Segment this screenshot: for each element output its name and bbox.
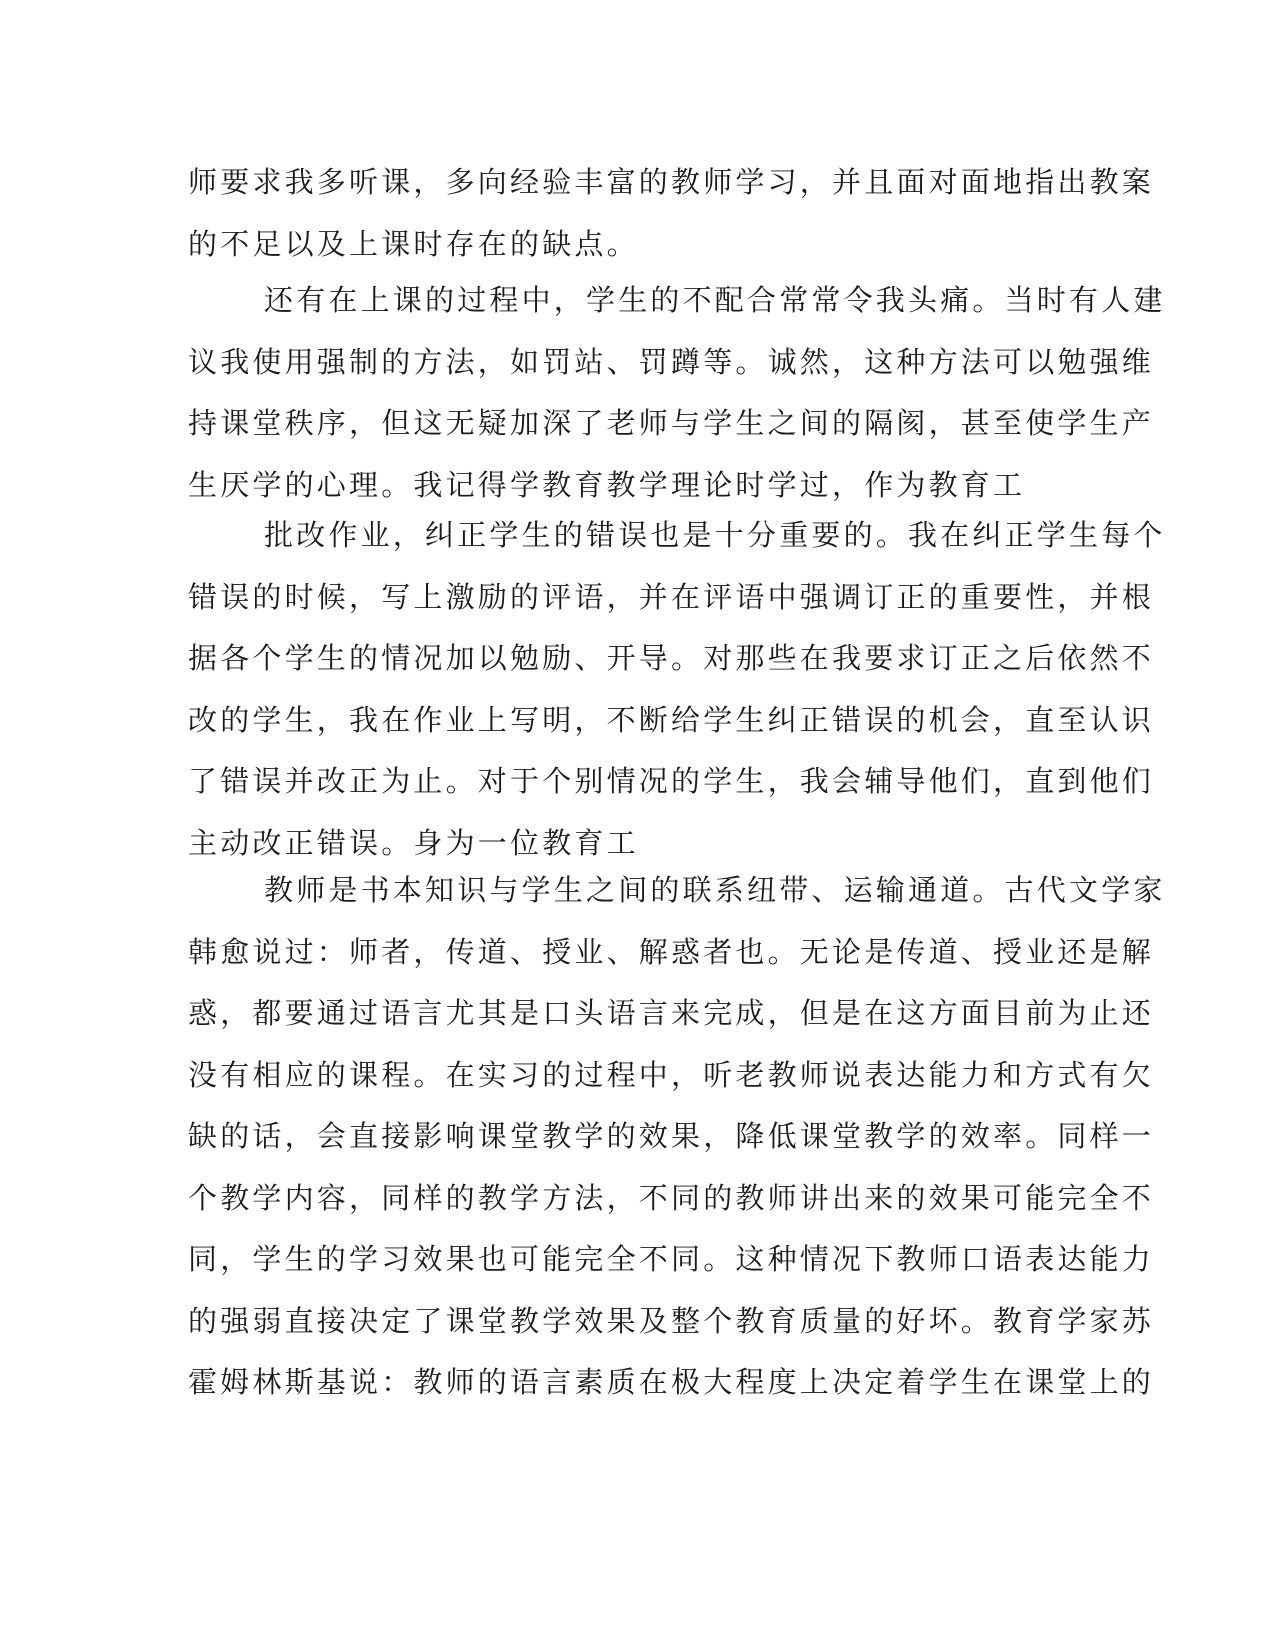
text-line: 缺的话，会直接影响课堂教学的效果，降低课堂教学的效率。同样一 (188, 1119, 1155, 1153)
text-line: 韩愈说过：师者，传道、授业、解惑者也。无论是传道、授业还是解 (188, 934, 1155, 969)
paragraph-1 (188, 152, 1155, 275)
text-line: 个教学内容，同样的教学方法，不同的教师讲出来的效果可能完全不 (188, 1180, 1155, 1215)
text-line: 霍姆林斯基说：教师的语言素质在极大程度上决定着学生在课堂上的 (188, 1365, 1155, 1399)
text-line: 持课堂秩序，但这无疑加深了老师与学生之间的隔阂，甚至使学生产 (188, 406, 1155, 440)
text-line: 惑，都要通过语言尤其是口头语言来完成，但是在这方面目前为止还 (188, 996, 1155, 1030)
text-line: 了错误并改正为止。对于个别情况的学生，我会辅导他们，直到他们 (188, 764, 1155, 798)
text-line: 的不足以及上课时存在的缺点。 (188, 226, 639, 261)
text-line: 教师是书本知识与学生之间的联系纽带、运输通道。古代文学家 (264, 873, 1166, 907)
paragraph-2 (188, 270, 1166, 516)
text-line: 据各个学生的情况加以勉励、开导。对那些在我要求订正之后依然不 (188, 641, 1155, 675)
text-line: 还有在上课的过程中，学生的不配合常常令我头痛。当时有人建 (264, 283, 1166, 317)
text-line: 没有相应的课程。在实习的过程中，听老教师说表达能力和方式有欠 (188, 1057, 1155, 1092)
text-line: 议我使用强制的方法，如罚站、罚蹲等。诚然，这种方法可以勉强维 (188, 344, 1155, 379)
text-line: 批改作业，纠正学生的错误也是十分重要的。我在纠正学生每个 (264, 518, 1166, 552)
text-line: 同，学生的学习效果也可能完全不同。这种情况下教师口语表达能力 (188, 1242, 1155, 1276)
text-line: 生厌学的心理。我记得学教育教学理论时学过，作为教育工 (188, 467, 1026, 502)
paragraph-4 (188, 860, 1166, 1414)
text-line: 改的学生，我在作业上写明，不断给学生纠正错误的机会，直至认识 (188, 702, 1155, 737)
text-line: 主动改正错误。身为一位教育工 (188, 825, 639, 860)
text-line: 师要求我多听课，多向经验丰富的教师学习，并且面对面地指出教案 (188, 165, 1155, 199)
text-line: 的强弱直接决定了课堂教学效果及整个教育质量的好坏。教育学家苏 (188, 1303, 1155, 1338)
paragraph-3 (188, 505, 1166, 874)
text-line: 错误的时候，写上激励的评语，并在评语中强调订正的重要性，并根 (188, 579, 1155, 614)
